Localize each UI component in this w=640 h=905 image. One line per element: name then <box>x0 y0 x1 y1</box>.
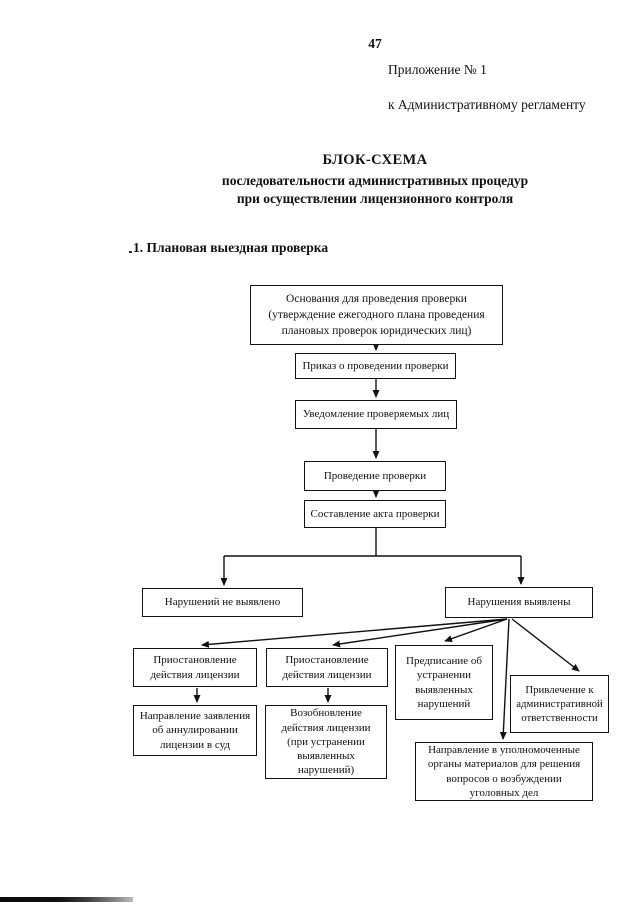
flowchart-node-suspension-1: Приостановление действия лицензии <box>133 648 257 687</box>
title-line-3: при осуществлении лицензионного контроля <box>236 190 514 206</box>
flowchart-node-uvedomlenie: Уведомление проверяемых лиц <box>295 400 457 429</box>
section-heading: 1. Плановая выездная проверка <box>133 240 329 255</box>
flowchart-node-predpisanie: Предписание об устранении выявленных нарушений <box>395 645 493 720</box>
page-number: 47 <box>368 36 382 51</box>
title-line-1: БЛОК-СХЕМА <box>322 152 428 168</box>
flowchart-node-no-violations: Нарушений не выявлено <box>142 588 303 617</box>
flowchart-node-akt: Составление акта проверки <box>304 500 446 528</box>
appendix-line-1: Приложение № 1 <box>388 62 487 77</box>
flowchart-node-provedenie: Проведение проверки <box>304 461 446 491</box>
flowchart-node-suspension-2: Приостановление действия лицензии <box>266 648 388 687</box>
flowchart-node-violations: Нарушения выявлены <box>445 587 593 618</box>
scan-artifact-bar <box>0 897 133 902</box>
title-line-2: последовательности административных процедур <box>221 173 529 188</box>
flowchart-node-annulment: Направление заявления об аннулировании лицензии в суд <box>133 705 257 756</box>
flowchart-node-privlechenie: Привлечение к административной ответственности <box>510 675 609 733</box>
appendix-line-2: к Административному регламенту <box>388 97 586 112</box>
flowchart-node-vozobnovlenie: Возобновление действия лицензии (при устранении выявленных нарушений) <box>265 705 387 779</box>
flowchart-node-criminal: Направление в уполномоченные органы материалов для решения вопросов о возбуждении уголовных дел <box>415 742 593 801</box>
flowchart-node-prikaz: Приказ о проведении проверки <box>295 353 456 379</box>
flowchart-node-osnovaniya: Основания для проведения проверки (утверждение ежегодного плана проведения плановых проверок юридических лиц) <box>250 285 503 345</box>
